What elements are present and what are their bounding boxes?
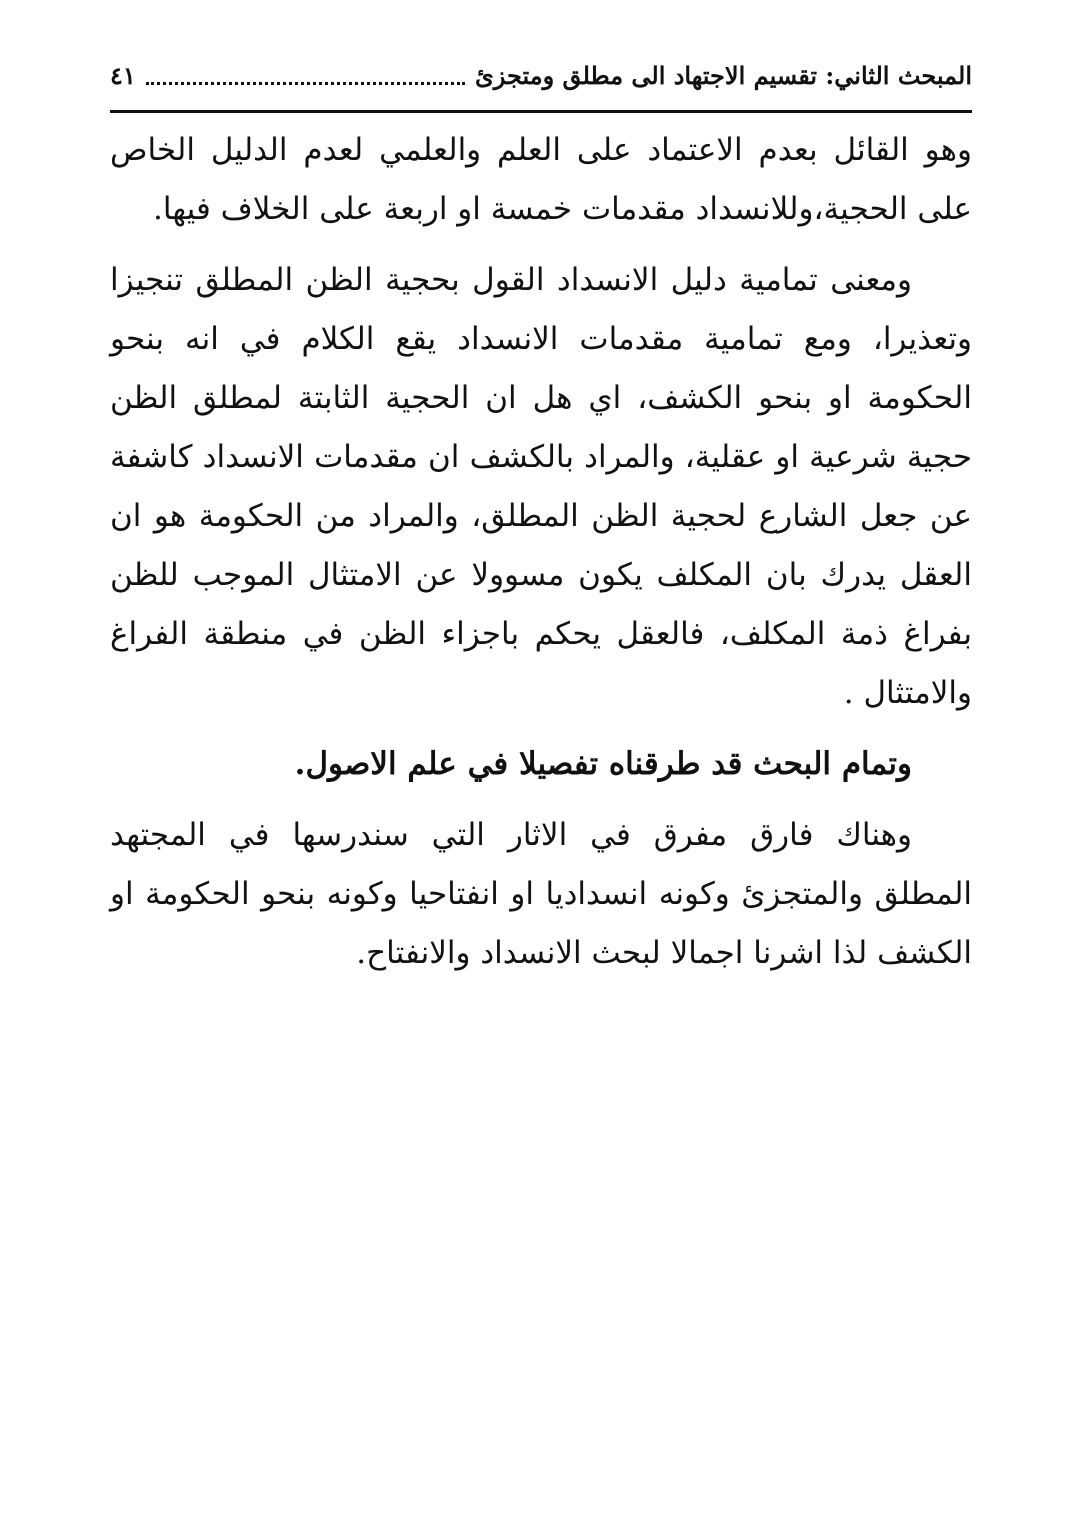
paragraph-bold-note: وتمام البحث قد طرقناه تفصيلا في علم الاصول. bbox=[294, 746, 912, 782]
header-leader-dots bbox=[146, 82, 465, 85]
header-title: المبحث الثاني: تقسيم الاجتهاد الى مطلق ومتجزئ bbox=[474, 60, 972, 90]
paragraph-dalil-al-insidad: ومعنى تمامية دليل الانسداد القول بحجية الظن المطلق تنجيزا وتعذيرا، ومع تمامية مقدمات الانسداد يقع الكلام في انه بنحو الحكومة او بنحو الكشف، اي هل ان الحجية الثابتة لمطلق الظن حجية شرعية او عقلية، والمراد بالكشف ان مقدمات الانسداد كاشفة عن جعل الشارع لحجية الظن المطلق، والمراد من الحكومة هو ان العقل يدرك بان المكلف يكون مسوولا عن الامتثال الموجب للظن بفراغ ذمة المكلف، فالعقل يحكم باجزاء الظن في منطقة الفراغ والامتثال . bbox=[110, 262, 972, 711]
document-page bbox=[110, 40, 972, 1500]
paragraph-differences: وهناك فارق مفرق في الاثار التي سندرسها في المجتهد المطلق والمتجزئ وكونه انسداديا او انفتاحيا وكونه بنحو الحكومة او الكشف لذا اشرنا اجمالا لبحث الانسداد والانفتاح. bbox=[110, 817, 972, 971]
body-text bbox=[110, 121, 972, 983]
running-header bbox=[110, 40, 972, 113]
page-number: ٤١ bbox=[110, 60, 136, 90]
paragraph-continuation: وهو القائل بعدم الاعتماد على العلم والعلمي لعدم الدليل الخاص على الحجية،وللانسداد مقدمات خمسة او اربعة على الخلاف فيها. bbox=[110, 132, 972, 227]
